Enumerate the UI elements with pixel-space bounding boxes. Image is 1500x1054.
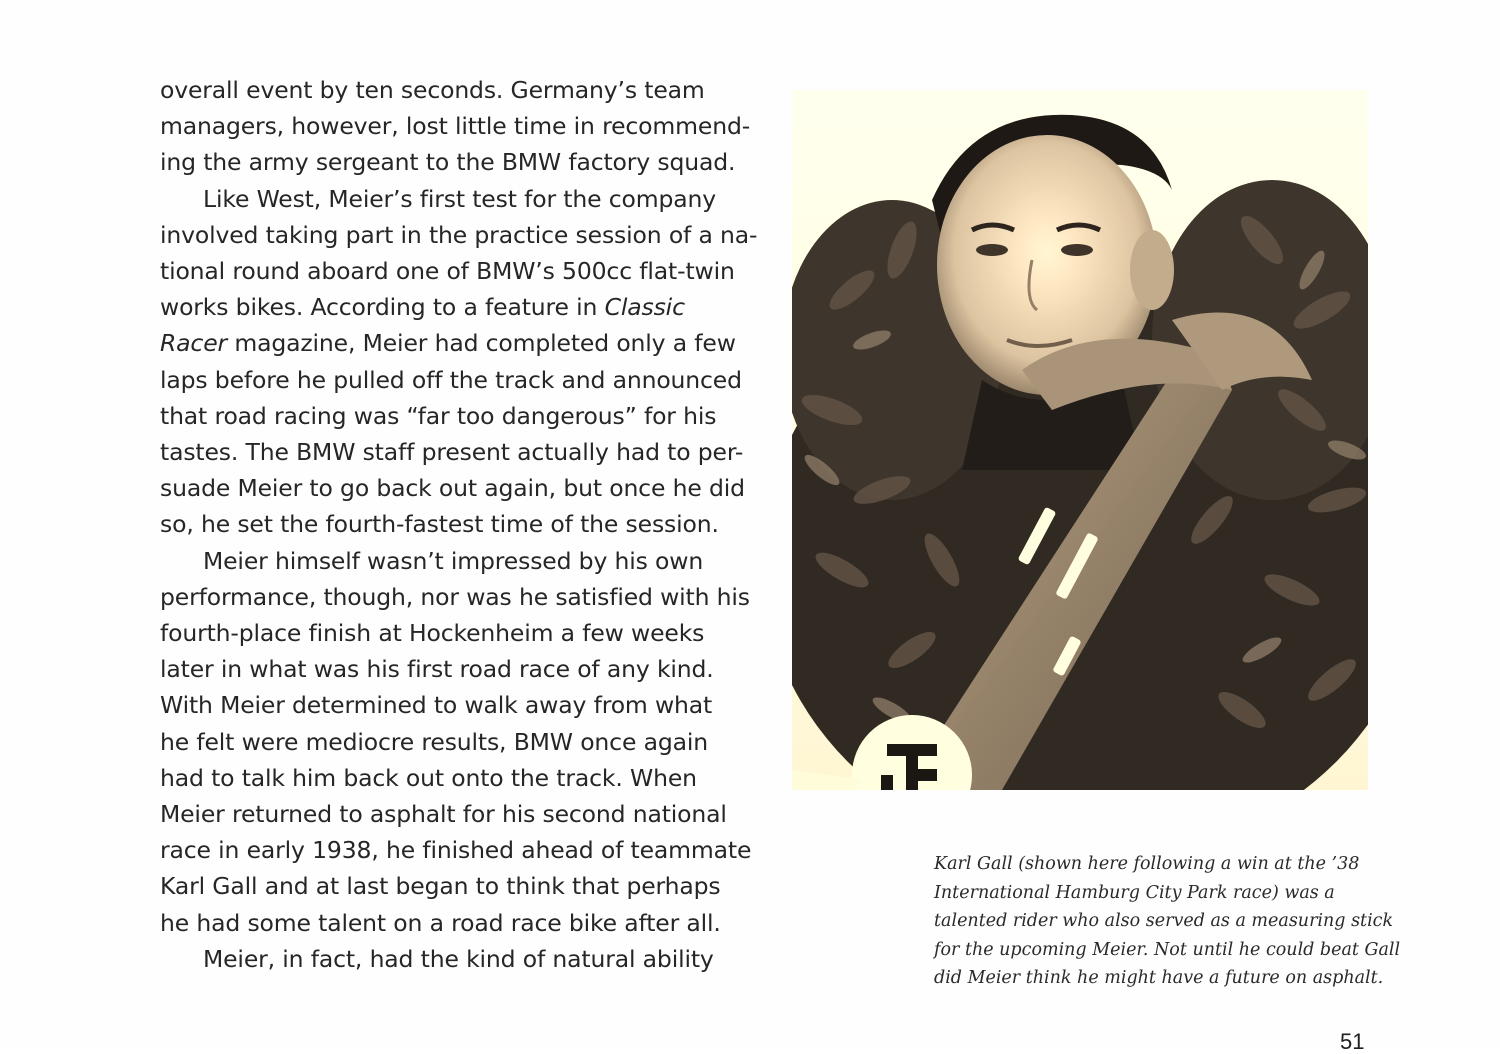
body-line: Meier, in fact, had the kind of natural ability [203,944,714,973]
body-line: so, he set the fourth-fastest time of the session. [160,510,719,539]
body-line: tional round aboard one of BMW’s 500cc flat-twin [160,257,735,286]
body-line: he had some talent on a road race bike after all. [160,908,721,937]
body-line: Karl Gall and at last began to think that perhaps [160,872,721,901]
body-line-part: works bikes. According to a feature in [160,293,598,322]
body-line: With Meier determined to walk away from what [160,691,713,720]
body-line: race in early 1938, he finished ahead of teammate [160,836,752,865]
magazine-title-part: Classic [604,293,685,322]
body-line: he felt were mediocre results, BMW once again [160,727,708,756]
body-line: later in what was his first road race of any kind. [160,655,714,684]
body-line [160,289,760,325]
body-line: tastes. The BMW staff present actually had to per- [160,438,744,467]
body-line: that road racing was “far too dangerous” for his [160,401,717,430]
body-line: overall event by ten seconds. Germany’s team [160,76,705,104]
body-line: Meier returned to asphalt for his second national [160,800,727,829]
caption-line: for the upcoming Meier. Not until he could beat Gall [934,939,1401,960]
body-line: laps before he pulled off the track and announced [160,365,742,394]
page-number: 51 [1340,1029,1365,1054]
body-text-column [160,72,760,977]
rider-photo-illustration [792,90,1368,790]
caption-line: Karl Gall (shown here following a win at the ’38 [934,854,1360,874]
body-line-part: magazine, Meier had completed only a few [234,329,736,358]
body-line: ing the army sergeant to the BMW factory squad. [160,148,736,177]
body-line: managers, however, lost little time in recommend- [160,112,751,141]
body-line: suade Meier to go back out again, but once he did [160,474,745,503]
body-line: fourth-place finish at Hockenheim a few weeks [160,619,705,648]
body-line: Meier himself wasn’t impressed by his own [203,546,704,575]
photo-caption [934,850,1401,993]
caption-line: talented rider who also served as a measuring stick [934,911,1394,931]
body-line: had to talk him back out onto the track. When [160,763,697,792]
body-line: performance, though, nor was he satisfied with his [160,582,750,611]
caption-line: International Hamburg City Park race) was a [934,882,1335,903]
rider-photo [792,90,1368,790]
body-line: involved taking part in the practice session of a na- [160,220,758,249]
caption-line: did Meier think he might have a future on asphalt. [934,968,1384,988]
body-line [160,325,760,361]
magazine-title-part: Racer [160,329,228,358]
body-line: Like West, Meier’s first test for the company [203,184,716,213]
